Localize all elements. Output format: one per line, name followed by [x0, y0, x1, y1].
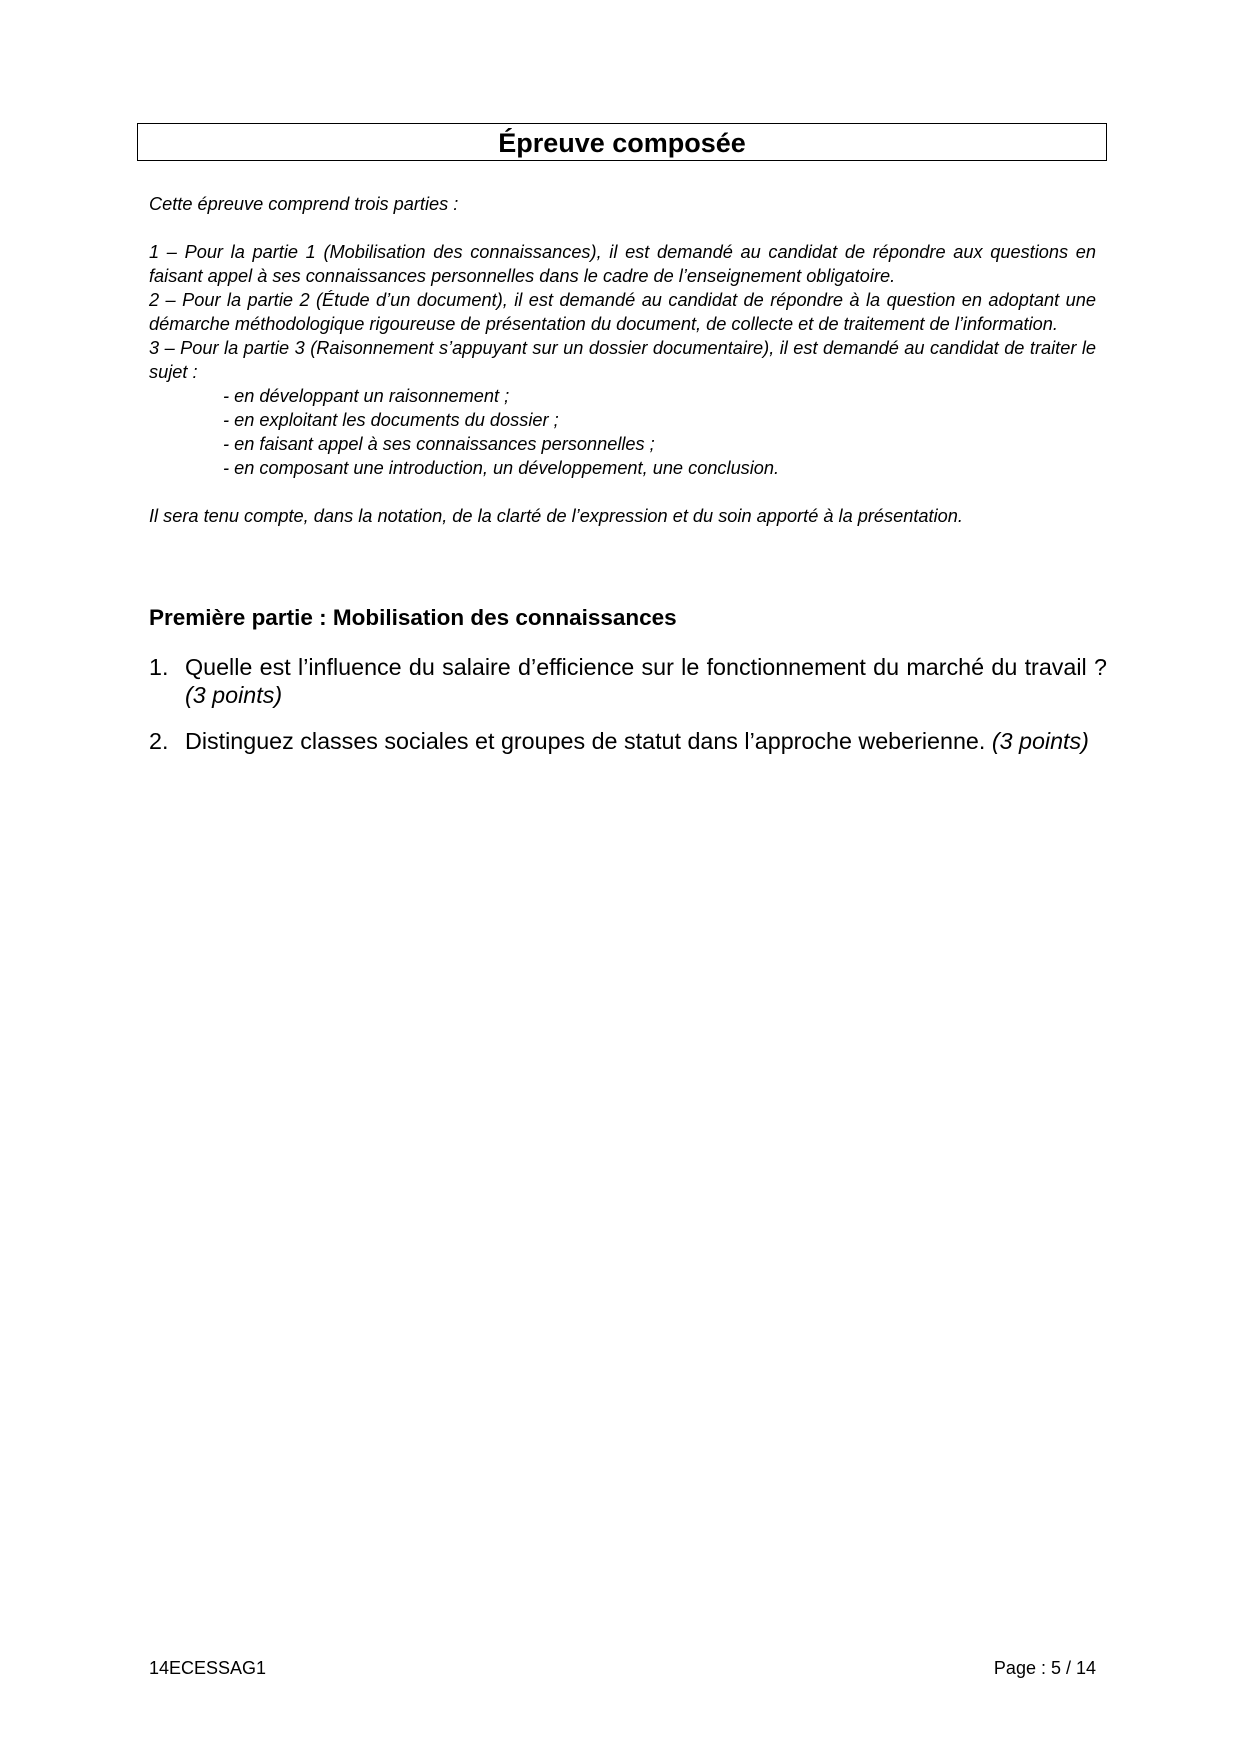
instructions-bullet: - en exploitant les documents du dossier ;	[223, 410, 559, 430]
instructions-intro: Cette épreuve comprend trois parties :	[149, 194, 459, 214]
question-points: (3 points)	[991, 728, 1089, 754]
spacer	[149, 216, 1096, 240]
question-list	[149, 653, 1107, 773]
question-text: Quelle est l’influence du salaire d’efficience sur le fonctionnement du marché du travail ?	[185, 654, 1107, 680]
instructions-bullet: - en faisant appel à ses connaissances personnelles ;	[223, 434, 655, 454]
instructions-bullet-list	[149, 384, 1096, 480]
instructions-bullet: - en composant une introduction, un développement, une conclusion.	[223, 458, 780, 478]
part-heading: Première partie : Mobilisation des connaissances	[149, 605, 677, 630]
footer-page-number: Page : 5 / 14	[993, 1658, 1096, 1678]
instructions-part1: 1 – Pour la partie 1 (Mobilisation des connaissances), il est demandé au candidat de répondre aux questions en faisant appel à ses connaissances personnelles dans le cadre de l’enseignement obligatoire.	[149, 242, 1096, 286]
instructions-bullet: - en développant un raisonnement ;	[223, 386, 510, 406]
question-number: 2.	[149, 728, 169, 754]
instructions-block	[149, 192, 1096, 528]
question-points: (3 points)	[185, 682, 283, 708]
spacer	[149, 480, 1096, 504]
question-text: Distinguez classes sociales et groupes de statut dans l’approche weberienne.	[185, 728, 986, 754]
question-item	[149, 653, 1107, 709]
instructions-part2: 2 – Pour la partie 2 (Étude d’un document), il est demandé au candidat de répondre à la question en adoptant une démarche méthodologique rigoureuse de présentation du document, de collecte et de traitement de l’information.	[149, 290, 1096, 334]
question-item	[149, 727, 1107, 755]
question-number: 1.	[149, 654, 169, 680]
footer-code: 14ECESSAG1	[149, 1658, 267, 1678]
instructions-part3: 3 – Pour la partie 3 (Raisonnement s’appuyant sur un dossier documentaire), il est demandé au candidat de traiter le sujet :	[149, 338, 1096, 382]
instructions-note: Il sera tenu compte, dans la notation, de la clarté de l’expression et du soin apporté à la présentation.	[149, 506, 963, 526]
page-title: Épreuve composée	[137, 123, 1107, 161]
